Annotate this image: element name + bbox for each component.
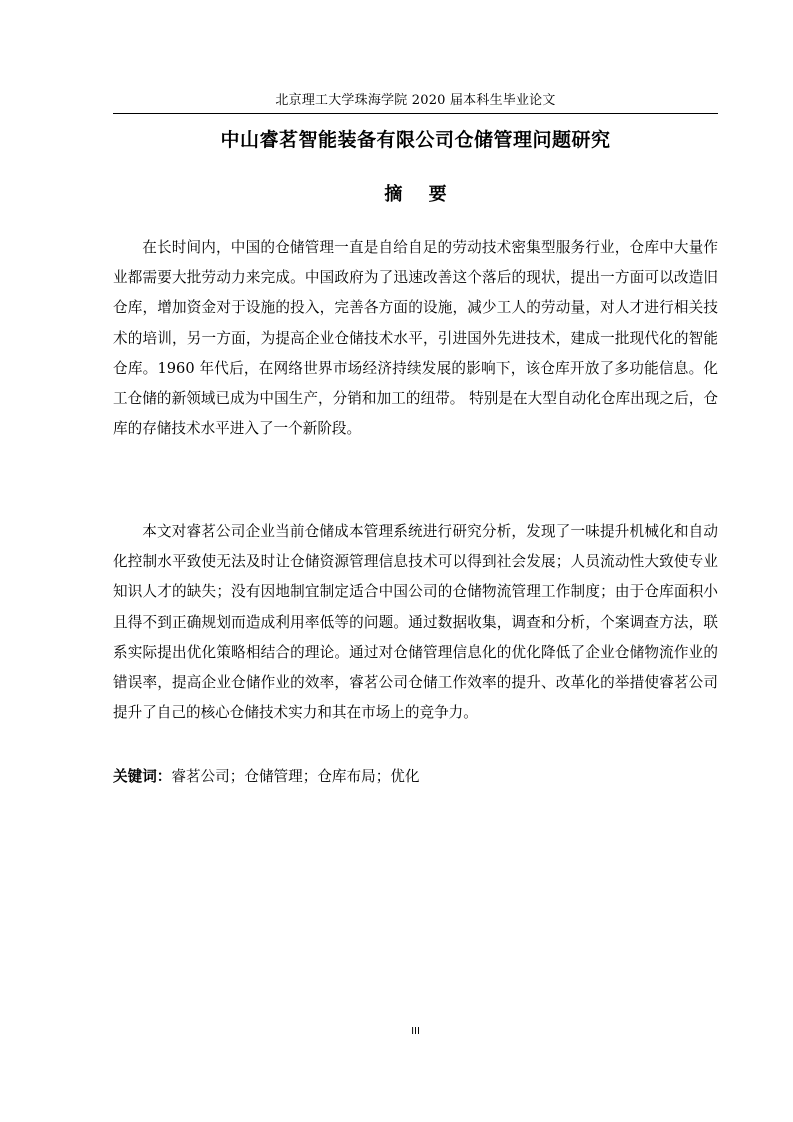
thesis-title: 中山睿茗智能装备有限公司仓储管理问题研究 [220, 129, 611, 151]
keywords-label: 关键词： [113, 768, 172, 785]
header-rule [113, 113, 718, 114]
keywords-list: 睿茗公司；仓储管理；仓库布局；优化 [171, 768, 420, 785]
abstract-paragraph-2: 本文对睿茗公司企业当前仓储成本管理系统进行研究分析，发现了一味提升机械化和自动化控制水平致使无法及时让仓储资源管理信息技术可以得到社会发展；人员流动性大致使专业知识人才的缺失；没有因地制宜制定适合中国公司的仓储物流管理工作制度；由于仓库面积小且得不到正确规划而造成利用率低等的问题。通过数据收集，调查和分析，个案调查方法，联系实际提出优化策略相结合的理论。通过对仓储管理信息化的优化降低了企业仓储物流作业的错误率，提高企业仓储作业的效率，睿茗公司仓储工作效率的提升、改革化的举措使睿茗公司提升了自己的核心仓储技术实力和其在市场上的竞争力。 [113, 523, 718, 722]
abstract-heading: 摘 要 [384, 184, 447, 205]
abstract-paragraph-1: 在长时间内，中国的仓储管理一直是自给自足的劳动技术密集型服务行业，仓库中大量作业都需要大批劳动力来完成。中国政府为了迅速改善这个落后的现状，提出一方面可以改造旧仓库，增加资金对于设施的投入，完善各方面的设施，减少工人的劳动量，对人才进行相关技术的培训，另一方面，为提高企业仓储技术水平，引进国外先进技术，建成一批现代化的智能仓库。1960 年代后，在网络世界市场经济持续发展的影响下，该仓库开放了多功能信息。化工仓储的新领域已成为中国生产，分销和加工的纽带。 特别是在大型自动化仓库出现之后，仓库的存储技术水平进入了一个新阶段。 [113, 239, 718, 438]
keywords-line [113, 763, 718, 791]
page-number: III [411, 1026, 420, 1037]
running-header: 北京理工大学珠海学院 2020 届本科生毕业论文 [275, 93, 556, 108]
